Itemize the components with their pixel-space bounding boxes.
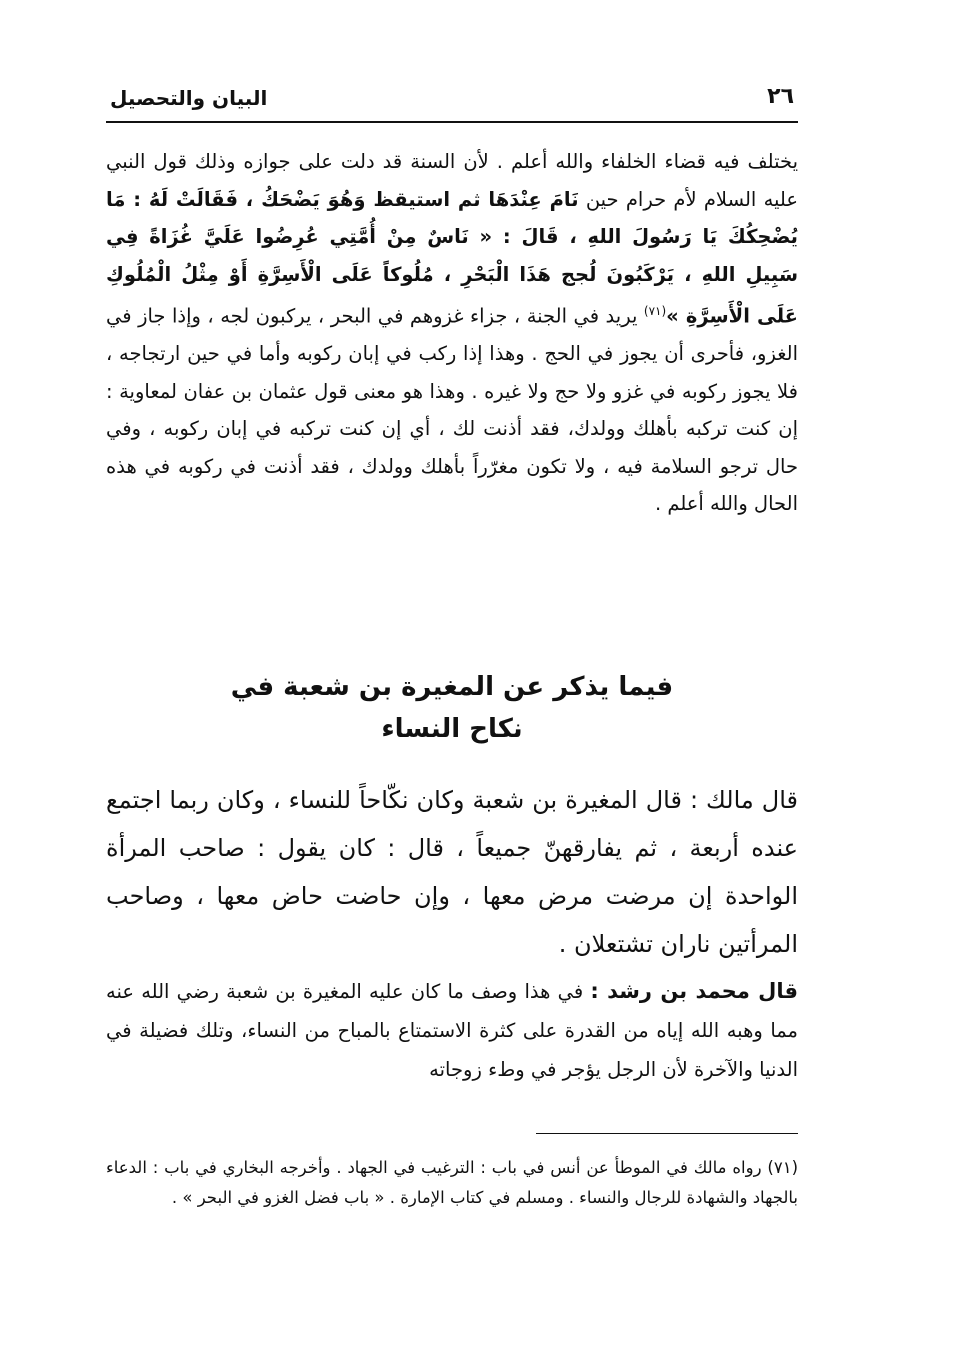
footnote-text: رواه مالك في الموطأ عن أنس في باب : الترغيب في الجهاد . وأخرجه البخاري في باب : الدعاء بالجهاد والشهادة للرجال والنساء . ومسلم في كتاب الإمارة . « باب فضل الغزو في البحر » .: [106, 1158, 798, 1207]
running-title: البيان والتحصيل: [110, 86, 268, 110]
paragraph-rest: يريد في الجنة ، جزاء غزوهم في البحر ، يركبون لجه ، وإذا جاز في الغزو، فأحرى أن يجوز في الحج . وهذا إذا ركب في إبان ركوبه وأما في حين ارتجاجه ، فلا يجوز ركوبه في غزو ولا حج ولا غيره . وهذا هو معنى قول عثمان بن عفان لمعاوية : إن كنت تركبه بأهلك وولدك، فقد أذنت لك ، أي إن كنت تركبه في إبان ركوبه ، وفي حال ترجو السلامة فيه ، ولا تكون مغرّراً بأهلك وولدك ، فقد أذنت في ركوبه في هذه الحال والله أعلم .: [106, 304, 798, 515]
commentary-text: في هذا وصف ما كان عليه المغيرة بن شعبة رضي الله عنه مما وهبه الله إياه من القدرة على كثرة الاستمتاع بالمباح من النساء، وتلك فضيلة في الدنيا والآخرة لأن الرجل يؤجر في وطء زوجاته: [106, 980, 798, 1081]
page-header: [106, 84, 798, 118]
page-number: ٢٦: [767, 84, 794, 109]
footnote-reference: (٧١): [643, 304, 667, 318]
header-divider: [106, 121, 798, 123]
paragraph-hadith-commentary: [106, 143, 798, 523]
paragraph-ibn-rushd-commentary: [106, 972, 798, 1089]
section-heading-line-1: فيما يذكر عن المغيرة بن شعبة في: [230, 672, 674, 702]
footnote-number: (٧١): [767, 1158, 798, 1177]
footnote-divider: [536, 1133, 798, 1134]
commentator-label: قال محمد بن رشد :: [590, 979, 799, 1003]
paragraph-lead: يختلف فيه قضاء الخلفاء والله أعلم . لأن السنة قد دلت على جوازه وذلك قول النبي عليه السلام لأم حرام حين: [106, 150, 799, 211]
section-heading: [106, 666, 798, 750]
hadith-quote: نَامَ عِنْدَهَا ثم استيقظ وَهُوَ يَضْحَكُ ، فَقَالَتْ لَهُ : مَا يُضْحِكُكَ يَا رَسُولَ اللهِ ، قَالَ : « نَاسٌ مِنْ أُمَّتِي عُرِضُوا عَلَيَّ غُزَاةً فِي سَبِيلِ اللهِ ، يَرْكَبُونَ لُجج هَذَا الْبَحْرِ ، مُلُوكاً عَلَى الْأَسِرَّةِ أَوْ مِثْلُ الْمُلُوكِ عَلَى الْأَسِرَّةِ »: [106, 187, 798, 328]
section-heading-line-2: نكاح النساء: [381, 714, 523, 744]
footnote: [106, 1153, 798, 1213]
paragraph-malik-narration: قال مالك : قال المغيرة بن شعبة وكان نكّاحاً للنساء ، وكان ربما اجتمع عنده أربعة ، ثم يفارقهنّ جميعاً ، قال : كان يقول : صاحب المرأة الواحدة إن مرضت مرض معها ، وإن حاضت حاض معها ، وصاحب المرأتين ناران تشتعلان .: [106, 786, 798, 958]
